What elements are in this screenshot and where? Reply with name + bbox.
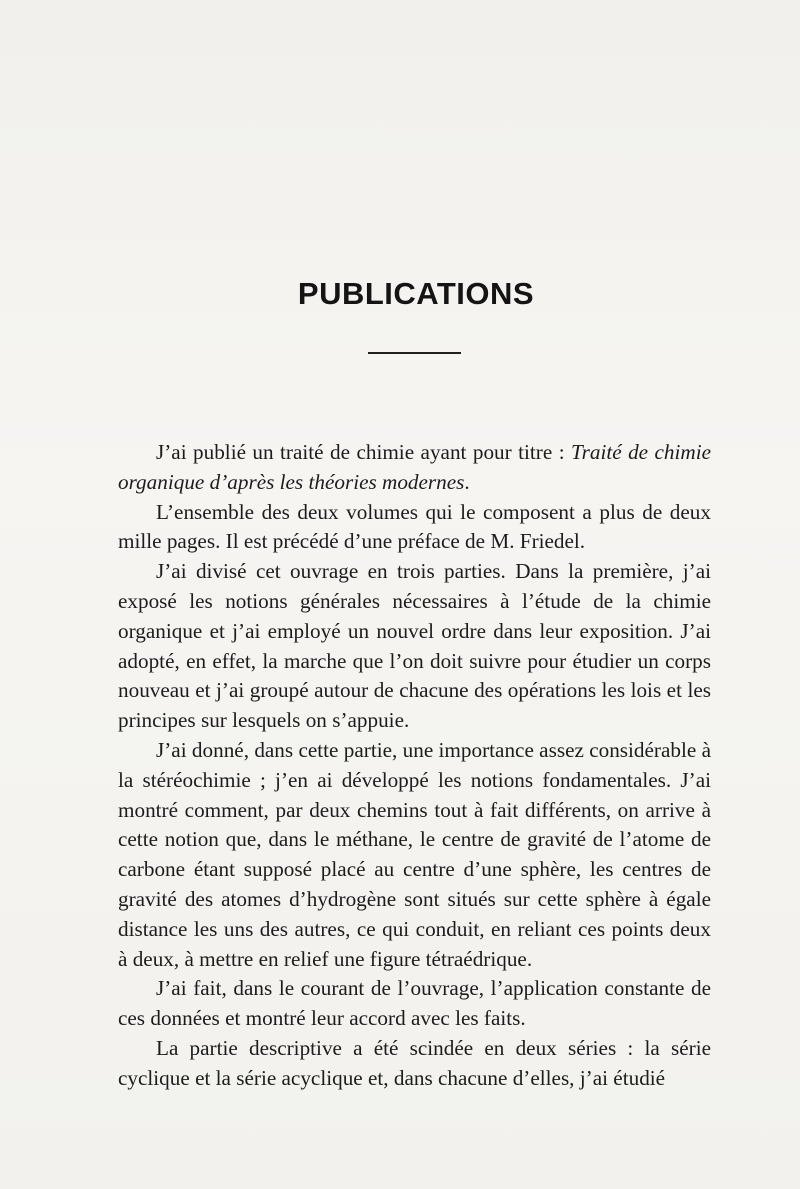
body-text: [118, 438, 711, 1094]
paragraph: [118, 438, 711, 498]
paragraph-end: .: [464, 469, 470, 494]
title-rule: [368, 352, 461, 354]
paragraph: J’ai donné, dans cette partie, une importance assez considérable à la stéréochimie ; j’en ai développé les notions fondamentales. J’ai montré comment, par deux chemins tout à fait différents, on arrive à cette notion que, dans le méthane, le centre de gravité de l’atome de carbone étant supposé placé au centre d’une sphère, les centres de gravité des atomes d’hydrogène sont situés sur cette sphère à égale distance les uns des autres, ce qui conduit, en reliant ces points deux à deux, à mettre en relief une figure tétraédrique.: [118, 737, 711, 971]
paragraph: L’ensemble des deux volumes qui le composent a plus de deux mille pages. Il est précédé d’une préface de M. Friedel.: [118, 499, 711, 554]
paragraph: La partie descriptive a été scindée en deux séries : la série cyclique et la série acyclique et, dans chacune d’elles, j’ai étudié: [118, 1035, 711, 1090]
paragraph: J’ai divisé cet ouvrage en trois parties. Dans la première, j’ai exposé les notions générales nécessaires à l’étude de la chimie organique et j’ai employé un nouvel ordre dans leur exposition. J’ai adopté, en effet, la marche que l’on doit suivre pour étudier un corps nouveau et j’ai groupé autour de chacune des opérations les lois et les principes sur lesquels on s’appuie.: [118, 559, 711, 733]
paragraph: J’ai fait, dans le courant de l’ouvrage, l’application constante de ces données et montré leur accord avec les faits.: [118, 976, 711, 1031]
book-title: Traité de chimie organique d’après les théories modernes: [118, 440, 711, 494]
paragraph-text: J’ai publié un traité de chimie ayant pour titre :: [156, 440, 572, 464]
page-title: PUBLICATIONS: [297, 276, 535, 311]
